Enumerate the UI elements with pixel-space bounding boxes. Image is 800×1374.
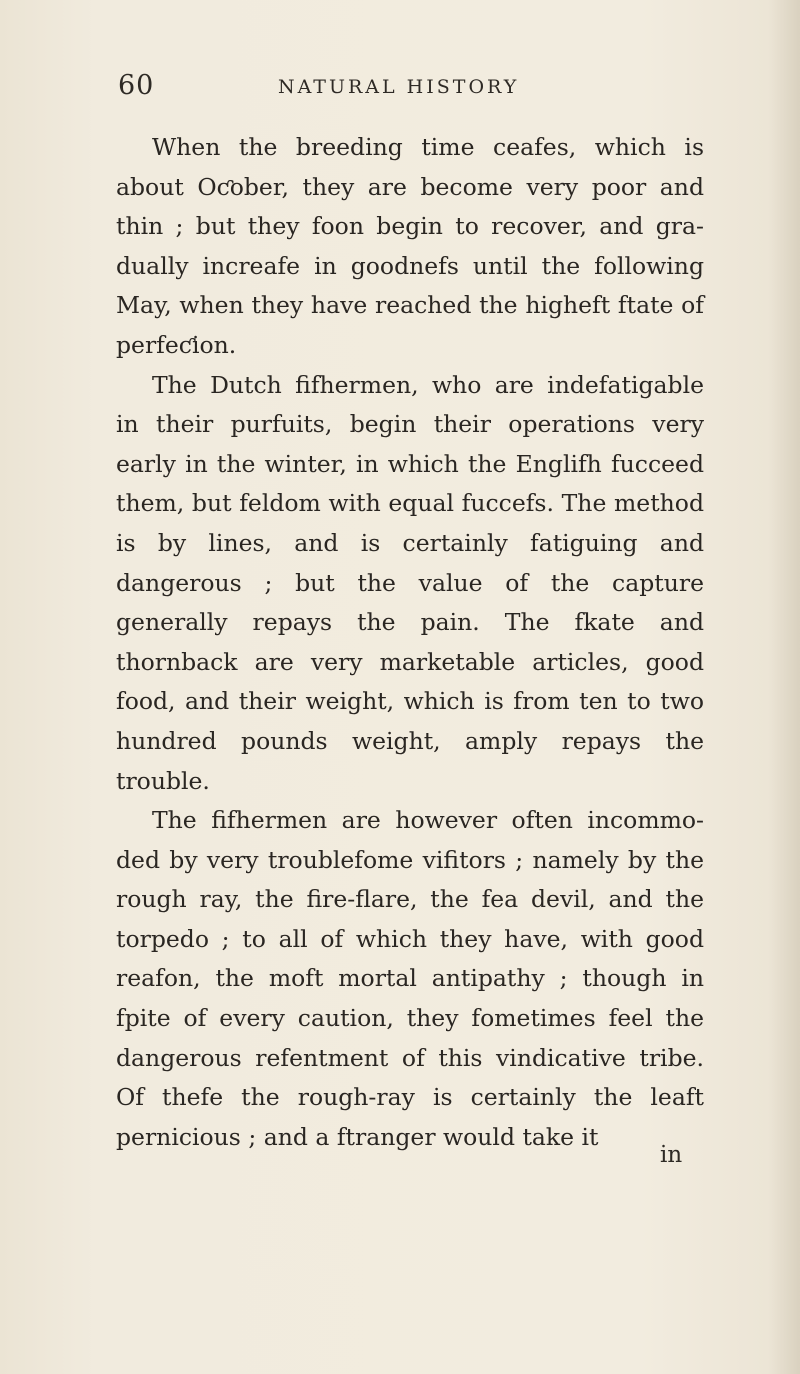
- page-number: 60: [118, 70, 155, 101]
- paragraph-dutch-fishermen: The Dutch fifhermen, who are indefatigable in their purfuits, begin their operations very early in the winter, in which the Englifh fucceed them, but feldom with equal fuccefs. The method is by lines, and is certainly fatiguing and dangerous ; but the value of the capture generally repays the pain. The fkate and thornback are very marketable articles, good food, and their weight, which is from ten to two hundred pounds weight, amply repays the trouble.: [116, 370, 704, 795]
- body-text: [116, 128, 704, 1157]
- catchword: in: [660, 1142, 683, 1168]
- paragraph-breeding: When the breeding time ceafes, which is about Oƈober, they are become very poor and thin ; but they foon begin to recover, and gradually increafe in goodnefs until the following May, when they have reached the higheft ftate of perfeƈion.: [116, 133, 704, 359]
- paragraph-troublesome-visitors: The fifhermen are however often incommoded by very troublefome vifitors ; namely by the rough ray, the fire-flare, the fea devil, and the torpedo ; to all of which they have, with good reafon, the moft mortal antipathy ; though in fpite of every caution, they fometimes feel the dangerous refentment of this vindicative tribe. Of thefe the rough-ray is certainly the leaft pernicious ; and a ftranger would take it: [116, 806, 704, 1151]
- page-header: [118, 70, 718, 110]
- running-head: NATURAL HISTORY: [278, 76, 520, 98]
